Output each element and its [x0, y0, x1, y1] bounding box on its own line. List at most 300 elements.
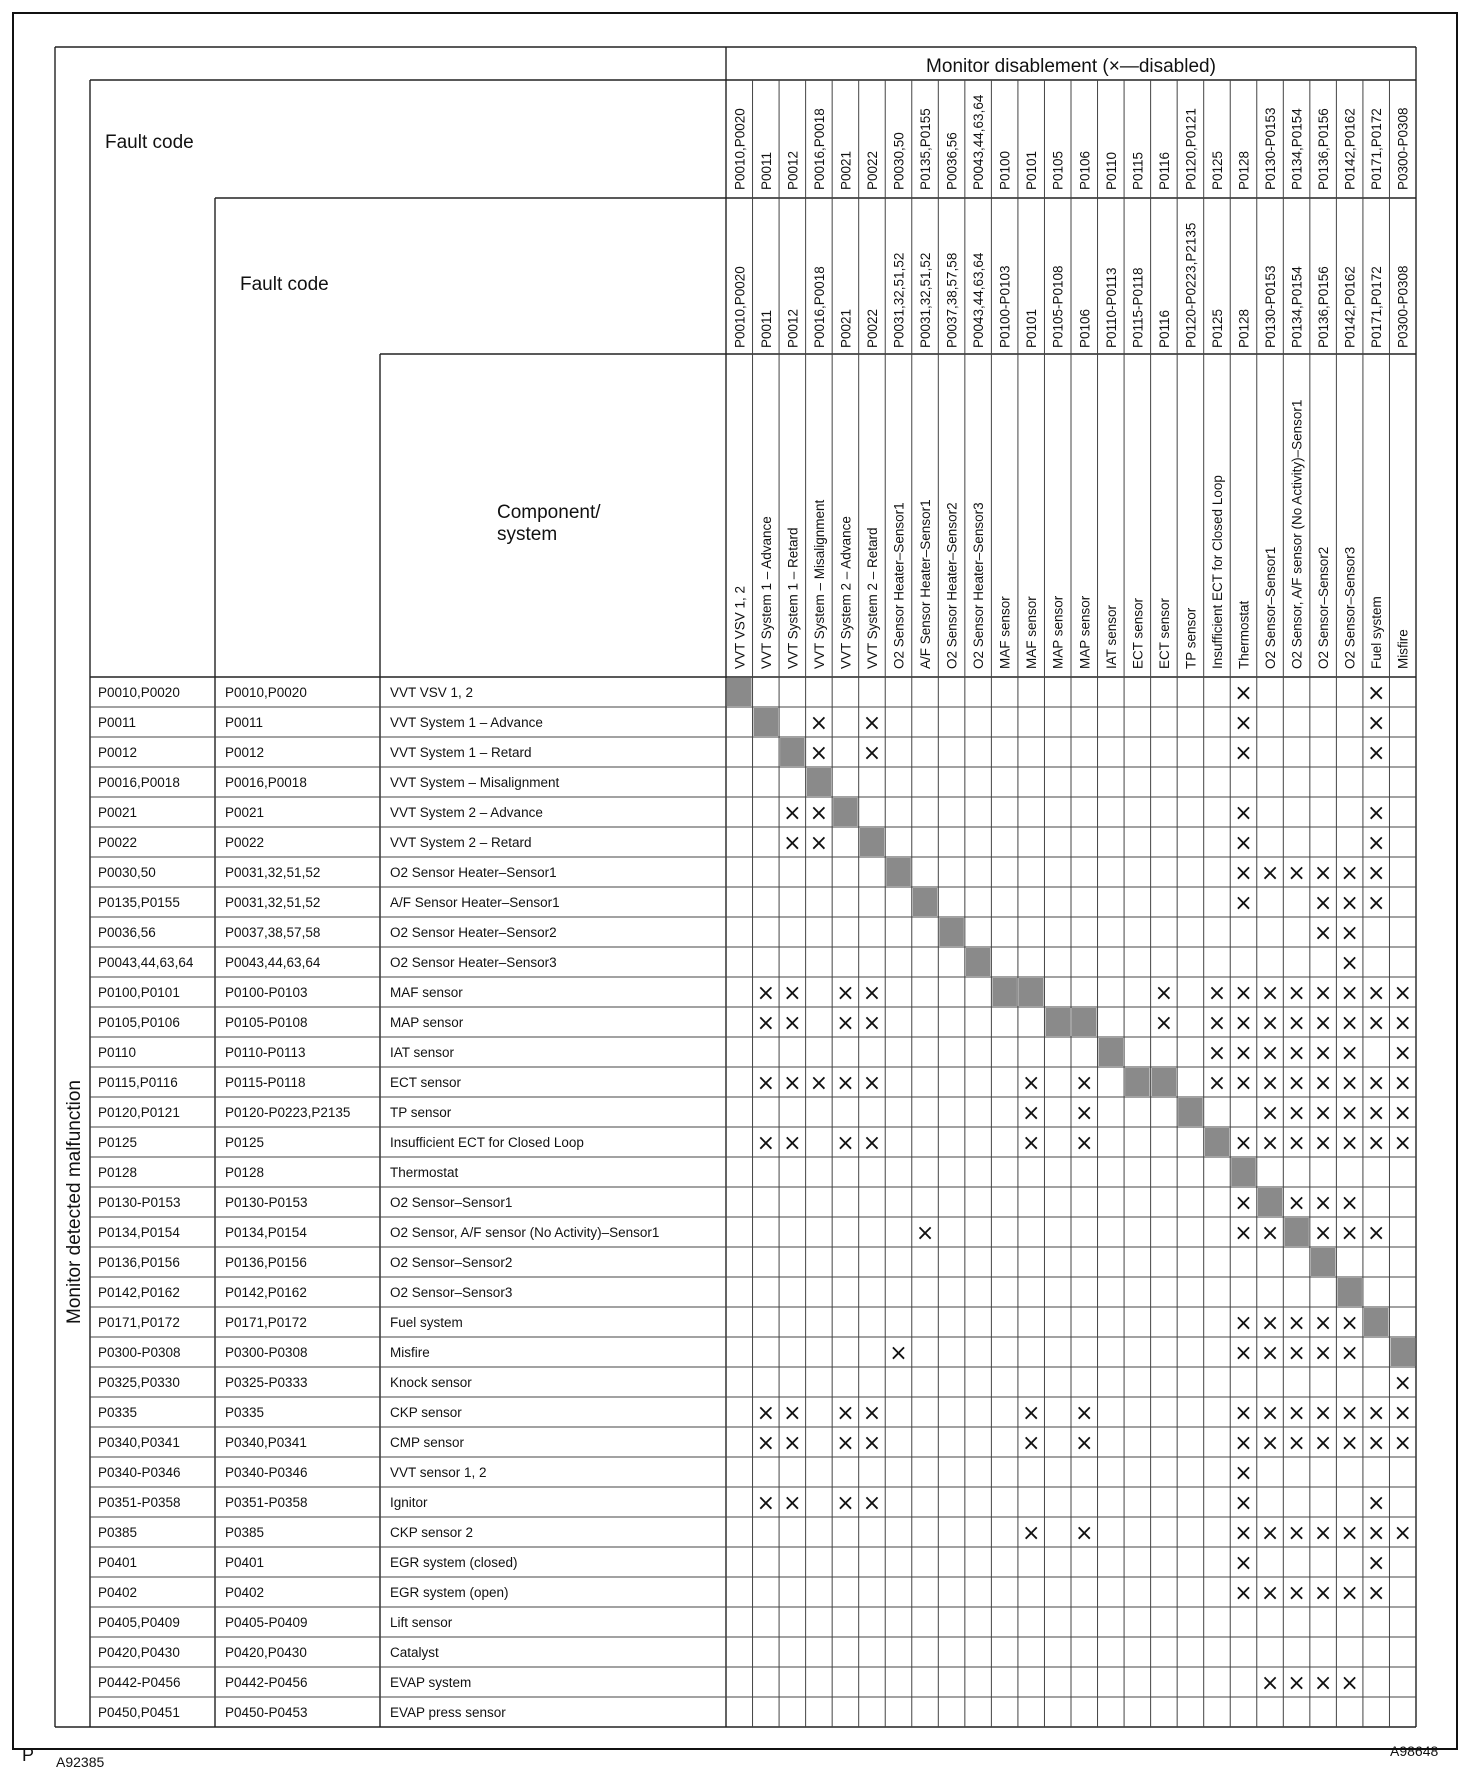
column-component-name: A/F Sensor Heater–Sensor1 — [918, 499, 934, 669]
row-fault-code-1: P0402 — [98, 1585, 138, 1600]
column-component-name: O2 Sensor Heater–Sensor2 — [944, 502, 960, 669]
disabled-mark: × — [1340, 1011, 1359, 1036]
disabled-mark: × — [756, 1131, 776, 1156]
row-component-name: Fuel system — [390, 1315, 463, 1330]
row-component-name: Insufficient ECT for Closed Loop — [390, 1135, 584, 1150]
disabled-mark: × — [809, 831, 829, 856]
column-code-2: P0010,P0020 — [732, 266, 748, 348]
disabled-mark: × — [1075, 1071, 1094, 1096]
disabled-mark: × — [1340, 1131, 1359, 1156]
disabled-mark: × — [1075, 1401, 1094, 1426]
row-fault-code-2: P0011 — [225, 715, 264, 730]
column-code-1: P0130-P0153 — [1263, 107, 1279, 190]
row-fault-code-1: P0030,50 — [98, 865, 156, 880]
column-code-1: P0125 — [1209, 150, 1225, 190]
disabled-mark: × — [1340, 1671, 1359, 1696]
column-code-1: P0021 — [838, 150, 854, 190]
diagonal-cell — [860, 828, 885, 856]
disabled-mark: × — [1234, 1341, 1253, 1366]
column-code-1: P0105 — [1050, 150, 1066, 190]
row-fault-code-1: P0010,P0020 — [98, 685, 180, 700]
disabled-mark: × — [1234, 861, 1253, 886]
disabled-mark: × — [1366, 1431, 1386, 1456]
disabled-mark: × — [1313, 1191, 1333, 1216]
disabled-mark: × — [1260, 1221, 1280, 1246]
disabled-mark: × — [1393, 1431, 1412, 1456]
disabled-mark: × — [1075, 1101, 1094, 1126]
disabled-mark: × — [1287, 861, 1306, 886]
row-component-name: CKP sensor — [390, 1405, 462, 1420]
column-component-name: TP sensor — [1183, 607, 1199, 669]
row-component-name: CMP sensor — [390, 1435, 465, 1450]
disabled-mark: × — [1366, 801, 1386, 826]
disabled-mark: × — [862, 981, 882, 1006]
column-code-1: P0116 — [1156, 151, 1172, 190]
row-component-name: O2 Sensor–Sensor1 — [390, 1195, 513, 1210]
disabled-mark: × — [809, 801, 829, 826]
row-component-name: O2 Sensor Heater–Sensor3 — [390, 955, 557, 970]
column-code-2: P0101 — [1024, 308, 1040, 348]
disabled-mark: × — [1340, 1431, 1359, 1456]
disabled-mark: × — [1313, 1071, 1333, 1096]
row-fault-code-1: P0011 — [98, 715, 137, 730]
disabled-mark: × — [1260, 861, 1280, 886]
row-component-name: EVAP press sensor — [390, 1705, 506, 1720]
row-component-name: VVT VSV 1, 2 — [390, 685, 474, 700]
disabled-mark: × — [756, 1431, 776, 1456]
disabled-mark: × — [1260, 1041, 1280, 1066]
disabled-mark: × — [1260, 1341, 1280, 1366]
disabled-mark: × — [1340, 1041, 1359, 1066]
column-component-name: O2 Sensor Heater–Sensor3 — [971, 502, 987, 669]
row-fault-code-2: P0401 — [225, 1555, 265, 1570]
disabled-mark: × — [1340, 1401, 1359, 1426]
disabled-mark: × — [862, 1491, 882, 1516]
disabled-mark: × — [1313, 1011, 1333, 1036]
row-fault-code-1: P0105,P0106 — [98, 1015, 180, 1030]
disabled-mark: × — [1260, 1071, 1280, 1096]
disabled-mark: × — [1340, 1311, 1359, 1336]
row-component-name: VVT System 2 – Advance — [390, 805, 543, 820]
column-code-2: P0100-P0103 — [997, 265, 1013, 348]
diagonal-cell — [1019, 978, 1044, 1006]
row-component-name: O2 Sensor–Sensor3 — [390, 1285, 513, 1300]
diagonal-cell — [1284, 1218, 1309, 1246]
row-fault-code-2: P0300-P0308 — [225, 1345, 308, 1360]
row-component-name: Catalyst — [390, 1645, 439, 1660]
disabled-mark: × — [1287, 1581, 1306, 1606]
diagonal-cell — [833, 798, 858, 826]
disabled-mark: × — [1234, 1551, 1253, 1576]
row-fault-code-2: P0130-P0153 — [225, 1195, 308, 1210]
disabled-mark: × — [809, 741, 829, 766]
row-component-name: Thermostat — [390, 1165, 459, 1180]
disabled-mark: × — [1340, 1191, 1359, 1216]
disabled-mark: × — [836, 1011, 855, 1036]
disabled-mark: × — [1287, 1101, 1306, 1126]
diagonal-cell — [1099, 1038, 1124, 1066]
column-code-2: P0110-P0113 — [1103, 267, 1119, 348]
row-fault-code-1: P0385 — [98, 1525, 138, 1540]
row-fault-code-2: P0450-P0453 — [225, 1705, 308, 1720]
disabled-mark: × — [1260, 1671, 1280, 1696]
disabled-mark: × — [1340, 1071, 1359, 1096]
column-code-1: P0115 — [1130, 151, 1146, 190]
disabled-mark: × — [915, 1221, 935, 1246]
column-code-2: P0031,32,51,52 — [891, 252, 907, 348]
column-component-name: ECT sensor — [1130, 597, 1146, 669]
row-fault-code-1: P0021 — [98, 805, 138, 820]
column-code-2: P0134,P0154 — [1289, 266, 1305, 348]
row-fault-code-2: P0120-P0223,P2135 — [225, 1105, 351, 1120]
row-fault-code-2: P0351-P0358 — [225, 1495, 308, 1510]
row-fault-code-1: P0450,P0451 — [98, 1705, 180, 1720]
row-fault-code-1: P0043,44,63,64 — [98, 955, 194, 970]
column-code-1: P0010,P0020 — [732, 108, 748, 190]
disabled-mark: × — [1366, 711, 1386, 736]
column-code-1: P0036,56 — [944, 132, 960, 190]
disabled-mark: × — [1287, 1071, 1306, 1096]
column-code-1: P0171,P0172 — [1369, 108, 1385, 190]
diagonal-cell — [754, 708, 779, 736]
column-code-2: P0300-P0308 — [1395, 265, 1411, 348]
column-code-1: P0120,P0121 — [1183, 108, 1199, 190]
row-component-name: Knock sensor — [390, 1375, 472, 1390]
disabled-mark: × — [1260, 1401, 1280, 1426]
row-fault-code-1: P0130-P0153 — [98, 1195, 181, 1210]
column-code-1: P0022 — [864, 150, 880, 190]
disabled-mark: × — [1366, 1551, 1386, 1576]
column-code-2: P0105-P0108 — [1050, 265, 1066, 348]
disabled-mark: × — [1234, 1581, 1253, 1606]
column-code-1: P0136,P0156 — [1316, 108, 1332, 190]
row-fault-code-2: P0405-P0409 — [225, 1615, 308, 1630]
row-fault-code-2: P0016,P0018 — [225, 775, 307, 790]
disabled-mark: × — [1287, 1431, 1306, 1456]
disabled-mark: × — [862, 1071, 882, 1096]
row-fault-code-1: P0134,P0154 — [98, 1225, 180, 1240]
row-component-name: A/F Sensor Heater–Sensor1 — [390, 895, 560, 910]
disabled-mark: × — [1287, 1401, 1306, 1426]
row-fault-code-1: P0142,P0162 — [98, 1285, 180, 1300]
row-fault-code-2: P0100-P0103 — [225, 985, 308, 1000]
disabled-mark: × — [809, 1071, 829, 1096]
diagonal-cell — [1152, 1068, 1177, 1096]
row-fault-code-2: P0031,32,51,52 — [225, 895, 321, 910]
column-component-name: O2 Sensor–Sensor3 — [1342, 546, 1358, 669]
disabled-mark: × — [1366, 981, 1386, 1006]
disabled-mark: × — [862, 1401, 882, 1426]
row-component-name: VVT System 1 – Retard — [390, 745, 532, 760]
disabled-mark: × — [1207, 1011, 1227, 1036]
disabled-mark: × — [1021, 1521, 1041, 1546]
diagonal-cell — [807, 768, 832, 796]
diagonal-cell — [1072, 1008, 1097, 1036]
disabled-mark: × — [1260, 1011, 1280, 1036]
row-fault-code-2: P0115-P0118 — [225, 1075, 306, 1090]
disabled-mark: × — [862, 1011, 882, 1036]
disabled-mark: × — [1260, 1431, 1280, 1456]
row-component-name: MAP sensor — [390, 1015, 464, 1030]
disabled-mark: × — [862, 711, 882, 736]
disabled-mark: × — [756, 981, 776, 1006]
disabled-mark: × — [1366, 861, 1386, 886]
row-fault-code-2: P0340,P0341 — [225, 1435, 307, 1450]
disabled-mark: × — [1393, 1011, 1412, 1036]
diagonal-cell — [939, 918, 964, 946]
disabled-mark: × — [1260, 1581, 1280, 1606]
column-code-1: P0106 — [1077, 150, 1093, 190]
column-code-2: P0021 — [838, 308, 854, 348]
column-code-2: P0115-P0118 — [1130, 267, 1146, 348]
disabled-mark: × — [1075, 1521, 1094, 1546]
disabled-mark: × — [1366, 1011, 1386, 1036]
disabled-mark: × — [1340, 891, 1359, 916]
column-code-2: P0031,32,51,52 — [918, 252, 934, 348]
disabled-mark: × — [1234, 741, 1253, 766]
disabled-mark: × — [1154, 981, 1174, 1006]
disabled-mark: × — [1154, 1011, 1174, 1036]
disabled-mark: × — [1366, 831, 1386, 856]
row-component-name: VVT System 2 – Retard — [390, 835, 532, 850]
column-code-2: P0011 — [758, 309, 774, 348]
disabled-mark: × — [1313, 1341, 1333, 1366]
disabled-mark: × — [1207, 1071, 1227, 1096]
disabled-mark: × — [1021, 1131, 1041, 1156]
disabled-mark: × — [783, 831, 802, 856]
disabled-mark: × — [1234, 1401, 1253, 1426]
row-fault-code-2: P0125 — [225, 1135, 265, 1150]
row-fault-code-2: P0134,P0154 — [225, 1225, 307, 1240]
disabled-mark: × — [1313, 1581, 1333, 1606]
column-code-2: P0130-P0153 — [1263, 265, 1279, 348]
disabled-mark: × — [862, 1131, 882, 1156]
column-code-1: P0134,P0154 — [1289, 108, 1305, 190]
disabled-mark: × — [836, 981, 855, 1006]
disabled-mark: × — [1234, 1461, 1253, 1486]
disabled-mark: × — [1313, 921, 1333, 946]
row-fault-code-2: P0325-P0333 — [225, 1375, 308, 1390]
row-fault-code-1: P0135,P0155 — [98, 895, 180, 910]
row-fault-code-1: P0340-P0346 — [98, 1465, 181, 1480]
column-code-1: P0142,P0162 — [1342, 108, 1358, 190]
component-heading-line-2: system — [497, 524, 558, 545]
disabled-mark: × — [1340, 1341, 1359, 1366]
diagonal-cell — [913, 888, 938, 916]
disabled-mark: × — [1234, 1311, 1253, 1336]
column-code-1: P0030,50 — [891, 132, 907, 190]
row-component-name: MAF sensor — [390, 985, 463, 1000]
disabled-mark: × — [1366, 1221, 1386, 1246]
diagonal-cell — [886, 858, 911, 886]
disabled-mark: × — [783, 1401, 802, 1426]
row-fault-code-1: P0115,P0116 — [98, 1075, 178, 1090]
disabled-mark: × — [1340, 861, 1359, 886]
column-code-2: P0106 — [1077, 308, 1093, 348]
disabled-mark: × — [1207, 981, 1227, 1006]
disabled-mark: × — [1313, 1101, 1333, 1126]
row-fault-code-1: P0012 — [98, 745, 138, 760]
column-code-1: P0012 — [785, 150, 801, 190]
disabled-mark: × — [756, 1401, 776, 1426]
column-code-2: P0136,P0156 — [1316, 266, 1332, 348]
column-component-name: VVT System 1 – Advance — [758, 516, 774, 669]
column-component-name: IAT sensor — [1103, 604, 1119, 669]
disabled-mark: × — [1313, 1431, 1333, 1456]
disabled-mark: × — [756, 1071, 776, 1096]
disabled-mark: × — [1366, 1491, 1386, 1516]
row-fault-code-2: P0340-P0346 — [225, 1465, 308, 1480]
column-code-2: P0016,P0018 — [811, 266, 827, 348]
diagonal-cell — [1311, 1248, 1336, 1276]
column-code-2: P0142,P0162 — [1342, 266, 1358, 348]
fault-code-heading-1: Fault code — [105, 132, 194, 153]
row-fault-code-1: P0171,P0172 — [98, 1315, 180, 1330]
disabled-mark: × — [1260, 1101, 1280, 1126]
disabled-mark: × — [1260, 1311, 1280, 1336]
disabled-mark: × — [1313, 861, 1333, 886]
disabled-mark: × — [1207, 1041, 1227, 1066]
disabled-mark: × — [1340, 1101, 1359, 1126]
disabled-mark: × — [1393, 1131, 1412, 1156]
row-component-name: CKP sensor 2 — [390, 1525, 474, 1540]
footer-letter: P — [22, 1745, 35, 1765]
disabled-mark: × — [1313, 1401, 1333, 1426]
row-fault-code-1: P0125 — [98, 1135, 138, 1150]
column-component-name: O2 Sensor–Sensor2 — [1316, 546, 1332, 669]
column-component-name: VVT System 2 – Advance — [838, 516, 854, 669]
column-code-2: P0012 — [785, 308, 801, 348]
disabled-mark: × — [1075, 1431, 1094, 1456]
disabled-mark: × — [1393, 981, 1412, 1006]
row-fault-code-2: P0010,P0020 — [225, 685, 307, 700]
row-fault-code-1: P0100,P0101 — [98, 985, 180, 1000]
disabled-mark: × — [1234, 1431, 1253, 1456]
disabled-mark: × — [1234, 1041, 1253, 1066]
disabled-mark: × — [1313, 1521, 1333, 1546]
row-fault-code-2: P0385 — [225, 1525, 265, 1540]
disabled-mark: × — [1021, 1101, 1041, 1126]
disabled-mark: × — [1234, 1131, 1253, 1156]
row-fault-code-2: P0110-P0113 — [225, 1045, 306, 1060]
disabled-mark: × — [1260, 1521, 1280, 1546]
disabled-mark: × — [1393, 1071, 1412, 1096]
column-code-1: P0110 — [1103, 151, 1119, 190]
row-component-name: Misfire — [390, 1345, 430, 1360]
disabled-mark: × — [783, 1071, 802, 1096]
row-component-name: EGR system (closed) — [390, 1555, 518, 1570]
column-component-name: Fuel system — [1369, 596, 1385, 669]
diagonal-cell — [780, 738, 805, 766]
disabled-mark: × — [1366, 681, 1386, 706]
disabled-mark: × — [783, 1431, 802, 1456]
column-code-2: P0171,P0172 — [1369, 266, 1385, 348]
row-fault-code-1: P0340,P0341 — [98, 1435, 180, 1450]
row-component-name: VVT System 1 – Advance — [390, 715, 543, 730]
disabled-mark: × — [1234, 1071, 1253, 1096]
diagonal-cell — [1390, 1338, 1415, 1366]
row-component-name: VVT System – Misalignment — [390, 775, 560, 790]
disabled-mark: × — [783, 1491, 802, 1516]
disabled-mark: × — [836, 1071, 855, 1096]
disabled-mark: × — [1366, 1401, 1386, 1426]
row-fault-code-2: P0043,44,63,64 — [225, 955, 321, 970]
row-fault-code-2: P0021 — [225, 805, 265, 820]
column-component-name: MAF sensor — [1024, 596, 1040, 669]
disabled-mark: × — [1313, 1671, 1333, 1696]
row-fault-code-2: P0128 — [225, 1165, 265, 1180]
column-code-2: P0125 — [1209, 308, 1225, 348]
disabled-mark: × — [1340, 921, 1359, 946]
column-component-name: Thermostat — [1236, 600, 1252, 669]
row-component-name: IAT sensor — [390, 1045, 455, 1060]
row-fault-code-2: P0442-P0456 — [225, 1675, 308, 1690]
disabled-mark: × — [862, 1431, 882, 1456]
row-fault-code-1: P0405,P0409 — [98, 1615, 180, 1630]
row-fault-code-2: P0031,32,51,52 — [225, 865, 321, 880]
diagonal-cell — [1178, 1098, 1203, 1126]
column-code-2: P0037,38,57,58 — [944, 252, 960, 348]
disabled-mark: × — [1313, 981, 1333, 1006]
diagonal-cell — [992, 978, 1017, 1006]
disabled-mark: × — [836, 1401, 855, 1426]
row-component-name: EVAP system — [390, 1675, 472, 1690]
row-fault-code-2: P0335 — [225, 1405, 265, 1420]
disabled-mark: × — [1021, 1431, 1041, 1456]
diagonal-cell — [1045, 1008, 1070, 1036]
row-fault-code-1: P0335 — [98, 1405, 138, 1420]
disabled-mark: × — [1340, 1581, 1359, 1606]
row-fault-code-2: P0171,P0172 — [225, 1315, 307, 1330]
column-code-1: P0101 — [1024, 150, 1040, 190]
disabled-mark: × — [1366, 1521, 1386, 1546]
disabled-mark: × — [1313, 1131, 1333, 1156]
column-code-1: P0128 — [1236, 150, 1252, 190]
disabled-mark: × — [1234, 831, 1253, 856]
component-heading-line-1: Component/ — [497, 502, 601, 523]
row-fault-code-1: P0128 — [98, 1165, 138, 1180]
column-component-name: O2 Sensor Heater–Sensor1 — [891, 502, 907, 669]
disabled-mark: × — [1393, 1521, 1412, 1546]
footer-right-code: A98648 — [1390, 1743, 1439, 1759]
row-component-name: EGR system (open) — [390, 1585, 509, 1600]
row-fault-code-1: P0325,P0330 — [98, 1375, 180, 1390]
disabled-mark: × — [1287, 1521, 1306, 1546]
disabled-mark: × — [1393, 1371, 1412, 1396]
row-fault-code-2: P0037,38,57,58 — [225, 925, 321, 940]
disabled-mark: × — [1287, 1011, 1306, 1036]
row-component-name: O2 Sensor Heater–Sensor2 — [390, 925, 557, 940]
row-fault-code-2: P0105-P0108 — [225, 1015, 308, 1030]
diagonal-cell — [727, 678, 752, 706]
column-component-name: MAP sensor — [1050, 595, 1066, 669]
disabled-mark: × — [1366, 891, 1386, 916]
diagonal-cell — [1258, 1188, 1283, 1216]
disabled-mark: × — [1287, 1041, 1306, 1066]
column-component-name: Insufficient ECT for Closed Loop — [1209, 475, 1225, 669]
row-fault-code-1: P0136,P0156 — [98, 1255, 180, 1270]
disabled-mark: × — [756, 1491, 776, 1516]
row-fault-code-1: P0300-P0308 — [98, 1345, 181, 1360]
disabled-mark: × — [1287, 1311, 1306, 1336]
row-component-name: Ignitor — [390, 1495, 428, 1510]
disabled-mark: × — [862, 741, 882, 766]
column-code-1: P0300-P0308 — [1395, 107, 1411, 190]
disabled-mark: × — [1393, 1041, 1412, 1066]
disabled-mark: × — [1287, 1341, 1306, 1366]
disabled-mark: × — [783, 981, 802, 1006]
disabled-mark: × — [1393, 1401, 1412, 1426]
